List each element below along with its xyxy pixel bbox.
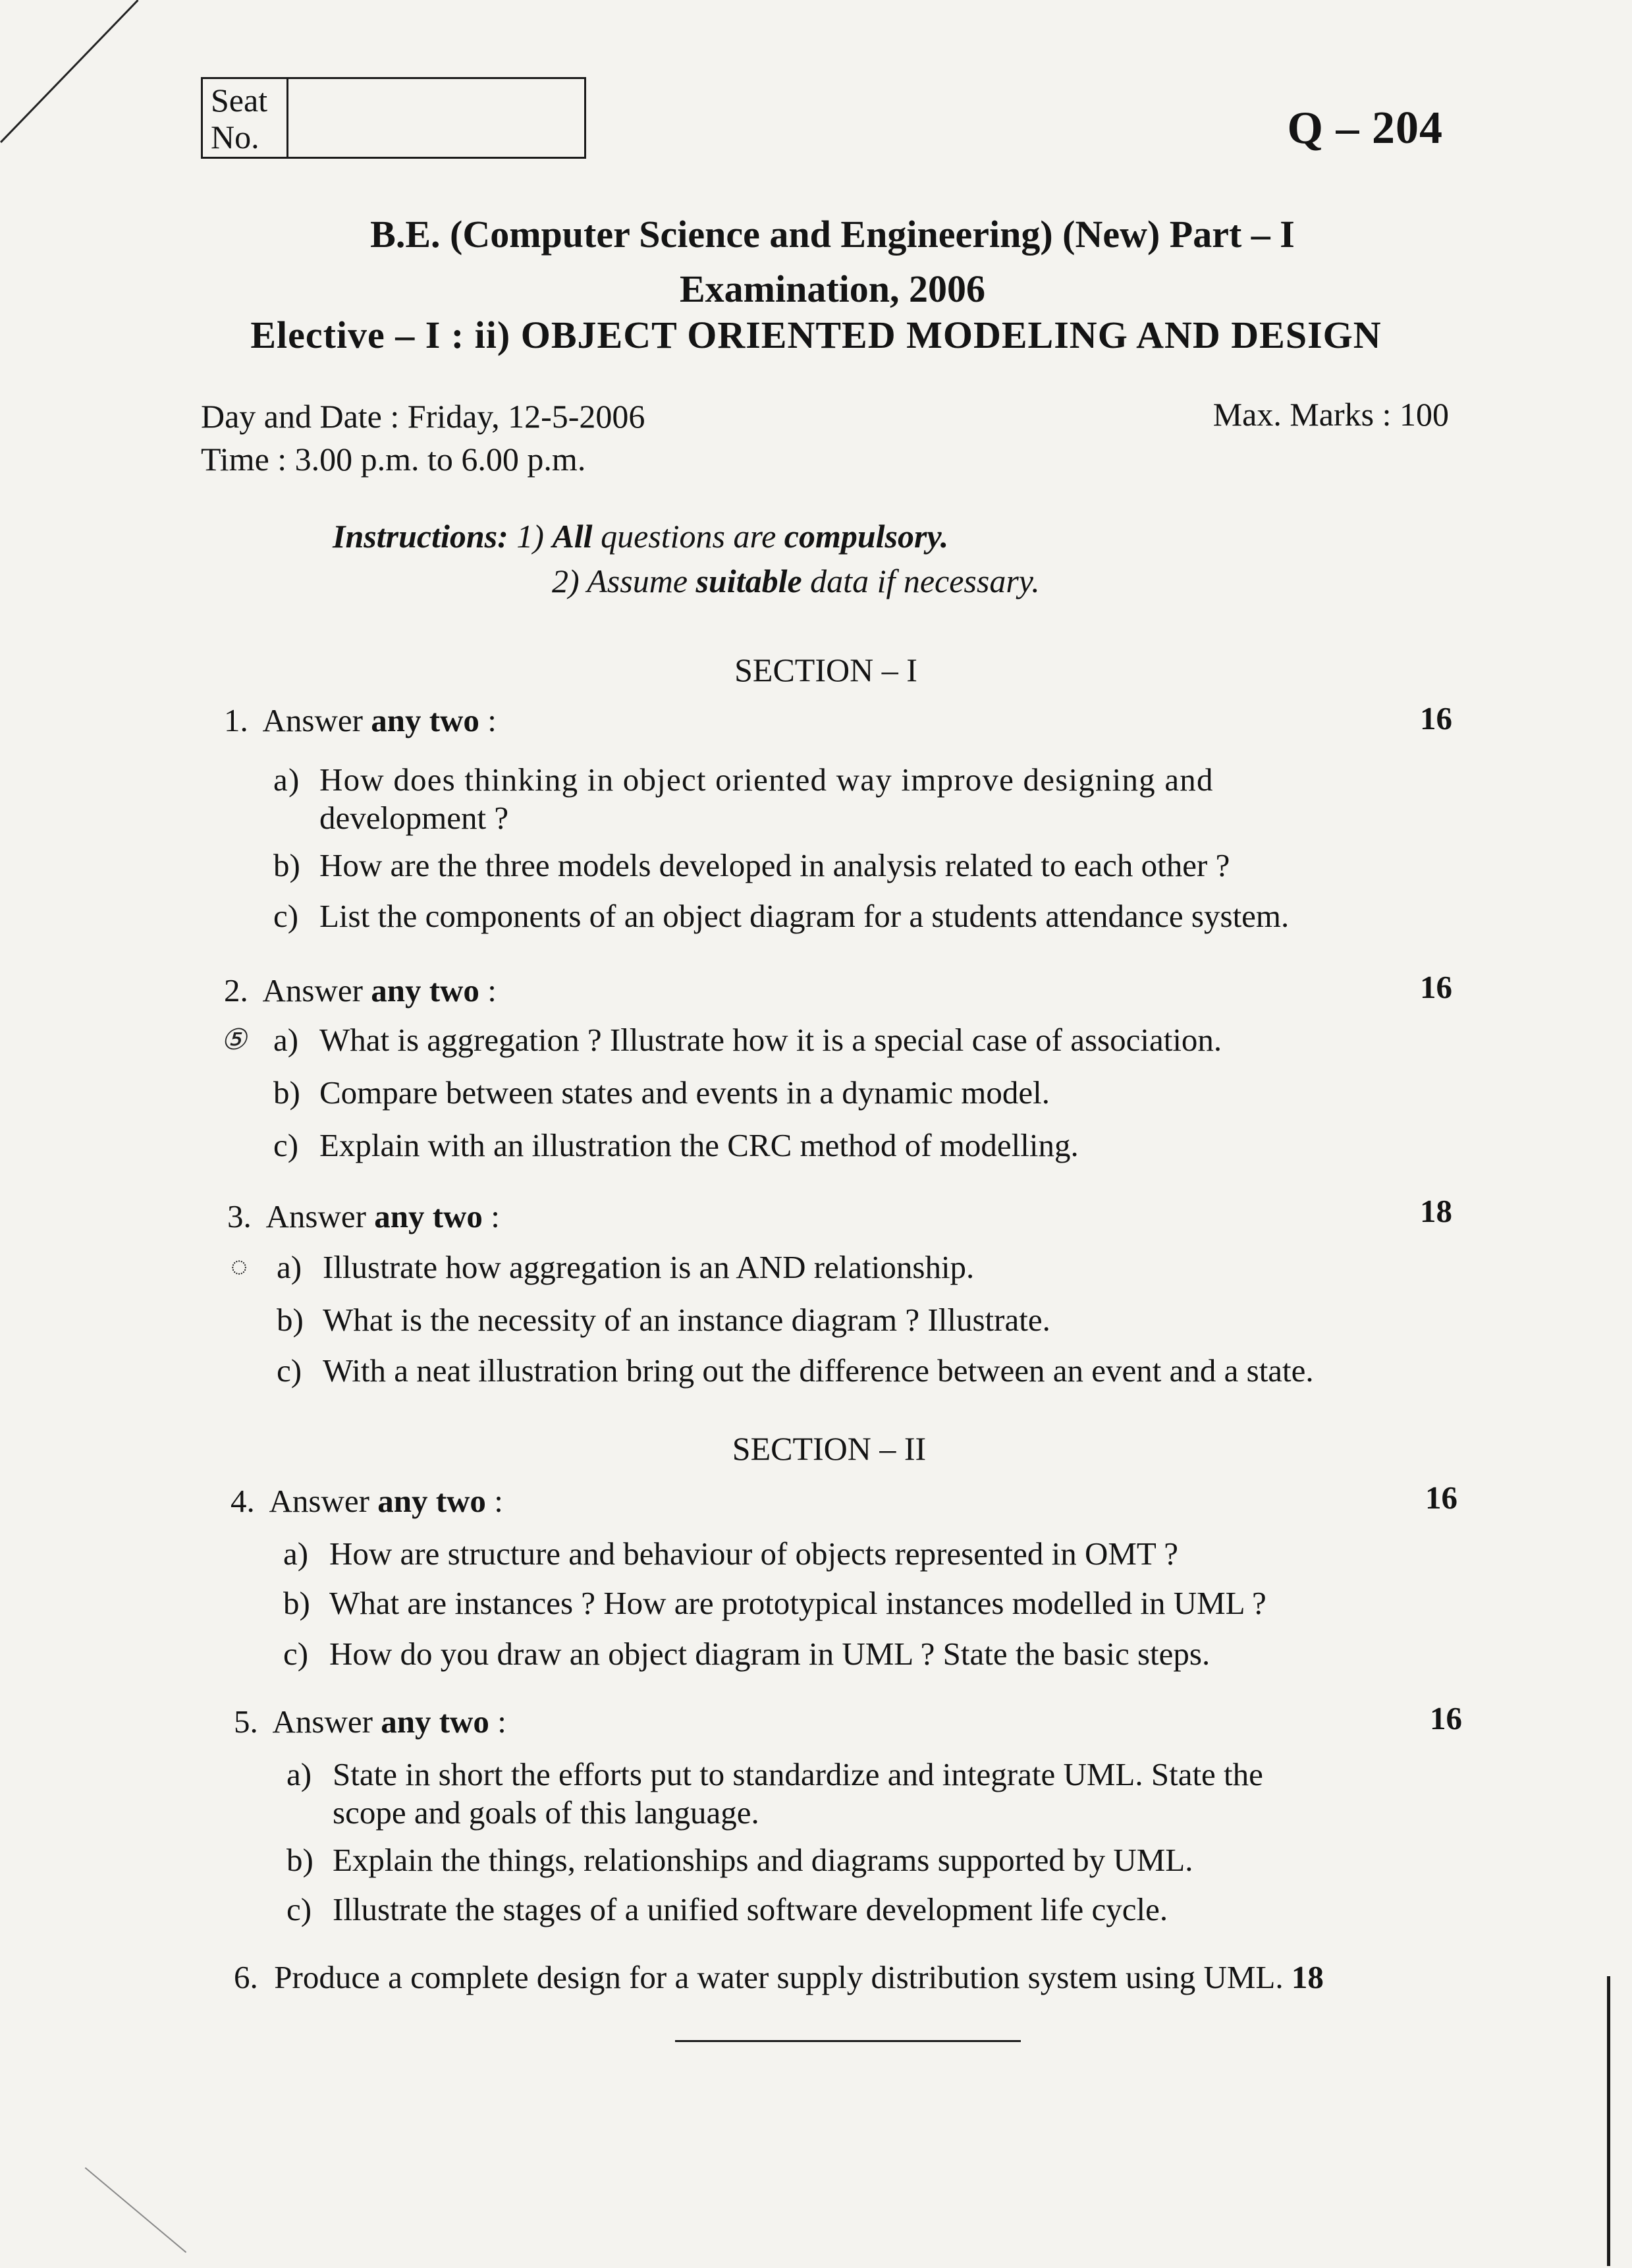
option-text: What are instances ? How are prototypical instances modelled in UML ? <box>329 1585 1266 1621</box>
question-2-option-b <box>273 1074 1050 1111</box>
option-label: a) <box>283 1535 309 1572</box>
question-number: 4. <box>231 1483 255 1519</box>
seat-label: Seat No. <box>203 79 288 157</box>
option-label: a) <box>273 761 300 798</box>
question-bold: any two <box>371 972 479 1009</box>
question-2-option-c <box>273 1126 1079 1164</box>
question-suffix: : <box>489 1703 506 1740</box>
option-label: b) <box>273 1074 300 1111</box>
instruction-2-assume: Assume <box>587 563 688 599</box>
question-bold: any two <box>374 1198 483 1234</box>
question-suffix: : <box>479 702 497 738</box>
option-label: b) <box>286 1842 313 1878</box>
option-label: a) <box>273 1022 299 1058</box>
question-5-option-c <box>286 1891 1168 1928</box>
question-5 <box>234 1703 506 1740</box>
question-number: 6. <box>234 1959 258 1995</box>
question-6 <box>234 1958 1324 1996</box>
question-bold: any two <box>381 1703 489 1740</box>
question-1-option-a <box>273 761 1214 798</box>
option-text: List the components of an object diagram for a students attendance system. <box>319 898 1290 934</box>
question-1-option-a-cont: development ? <box>319 800 509 836</box>
question-5-option-a <box>286 1756 1263 1793</box>
question-suffix: : <box>479 972 497 1009</box>
question-4-option-c <box>283 1635 1210 1673</box>
option-text: State in short the efforts put to standardize and integrate UML. State the <box>333 1756 1263 1792</box>
option-text: Explain with an illustration the CRC method of modelling. <box>319 1127 1079 1163</box>
option-label: c) <box>273 898 299 934</box>
question-bold: any two <box>377 1483 486 1519</box>
question-4 <box>231 1482 503 1520</box>
question-4-marks: 16 <box>1425 1480 1457 1516</box>
question-suffix: : <box>485 1483 503 1519</box>
instruction-1 <box>333 517 948 555</box>
question-text: Produce a complete design for a water supply distribution system using UML. <box>274 1959 1284 1995</box>
instruction-1-all: All <box>552 518 593 555</box>
question-5-option-b <box>286 1841 1193 1879</box>
question-4-option-b <box>283 1584 1266 1622</box>
scan-edge-line-bottom <box>85 2167 186 2253</box>
option-text: How does thinking in object oriented way improve designing and <box>319 761 1214 798</box>
handwritten-mark: ⑤ <box>221 1024 247 1056</box>
instruction-2 <box>552 562 1040 600</box>
option-label: c) <box>277 1352 302 1389</box>
seat-number-box <box>201 77 586 159</box>
max-marks: Max. Marks : 100 <box>1212 396 1449 433</box>
question-3 <box>227 1198 500 1235</box>
question-1-option-b <box>273 846 1230 884</box>
section-2-title: SECTION – II <box>732 1430 927 1467</box>
question-number: 5. <box>234 1703 258 1740</box>
exam-title: B.E. (Computer Science and Engineering) (New) Part – I <box>370 213 1295 256</box>
question-prefix: Answer <box>262 702 363 738</box>
end-rule <box>675 2040 1021 2042</box>
exam-year: Examination, 2006 <box>679 267 986 310</box>
option-label: c) <box>273 1127 299 1163</box>
question-3-option-c <box>277 1352 1314 1389</box>
question-5-marks: 16 <box>1430 1700 1462 1736</box>
instruction-1-text: questions are <box>601 518 776 555</box>
option-text: What is aggregation ? Illustrate how it is a special case of association. <box>319 1022 1222 1058</box>
option-text: What is the necessity of an instance diagram ? Illustrate. <box>323 1302 1050 1338</box>
option-label: c) <box>283 1636 309 1672</box>
option-text: Explain the things, relationships and diagrams supported by UML. <box>333 1842 1193 1878</box>
option-text: How are structure and behaviour of objects represented in OMT ? <box>329 1535 1178 1572</box>
question-3-option-b <box>277 1301 1050 1339</box>
scan-edge-line <box>0 0 139 143</box>
question-bold: any two <box>371 702 479 738</box>
option-label: b) <box>277 1302 304 1338</box>
question-3-option-a <box>277 1248 974 1286</box>
subject-title: Elective – I : ii) OBJECT ORIENTED MODELING AND DESIGN <box>250 314 1382 356</box>
exam-time: Time : 3.00 p.m. to 6.00 p.m. <box>201 441 586 478</box>
option-label: a) <box>277 1249 302 1285</box>
question-number: 2. <box>224 972 248 1009</box>
scan-edge-right <box>1607 1976 1610 2266</box>
option-text: How are the three models developed in analysis related to each other ? <box>319 847 1230 883</box>
question-6-marks: 18 <box>1291 1959 1324 1995</box>
question-suffix: : <box>482 1198 500 1234</box>
question-number: 1. <box>224 702 248 738</box>
instruction-2-num: 2) <box>552 563 580 599</box>
question-prefix: Answer <box>269 1483 369 1519</box>
instruction-1-num: 1) <box>516 518 544 555</box>
section-1-title: SECTION – I <box>734 651 917 688</box>
option-text: Illustrate the stages of a unified software development life cycle. <box>333 1891 1168 1927</box>
option-label: a) <box>286 1756 312 1792</box>
day-date: Day and Date : Friday, 12-5-2006 <box>201 398 645 435</box>
question-1-option-c <box>273 897 1289 935</box>
question-2-option-a <box>273 1021 1222 1059</box>
option-text: With a neat illustration bring out the difference between an event and a state. <box>323 1352 1314 1389</box>
question-5-option-a-cont: scope and goals of this language. <box>333 1794 759 1831</box>
option-text: Illustrate how aggregation is an AND relationship. <box>323 1249 975 1285</box>
option-text: Compare between states and events in a dynamic model. <box>319 1074 1050 1111</box>
option-text: How do you draw an object diagram in UML ? State the basic steps. <box>329 1636 1210 1672</box>
question-1-marks: 16 <box>1420 700 1452 736</box>
instructions-label: Instructions: <box>333 518 508 555</box>
paper-code: Q – 204 <box>1287 103 1443 153</box>
question-prefix: Answer <box>272 1703 373 1740</box>
option-label: c) <box>286 1891 312 1927</box>
handwritten-mark: ◌ <box>231 1250 248 1283</box>
instruction-1-compulsory: compulsory. <box>784 518 949 555</box>
question-2 <box>224 972 497 1009</box>
question-3-marks: 18 <box>1420 1193 1452 1229</box>
question-number: 3. <box>227 1198 252 1234</box>
question-4-option-a <box>283 1535 1178 1572</box>
question-prefix: Answer <box>262 972 363 1009</box>
seat-number-field <box>288 79 584 157</box>
option-label: b) <box>273 847 300 883</box>
instruction-2-suitable: suitable <box>695 563 802 599</box>
question-1 <box>224 702 497 739</box>
question-prefix: Answer <box>265 1198 366 1234</box>
instruction-2-text: data if necessary. <box>810 563 1040 599</box>
question-2-marks: 16 <box>1420 969 1452 1005</box>
option-label: b) <box>283 1585 310 1621</box>
